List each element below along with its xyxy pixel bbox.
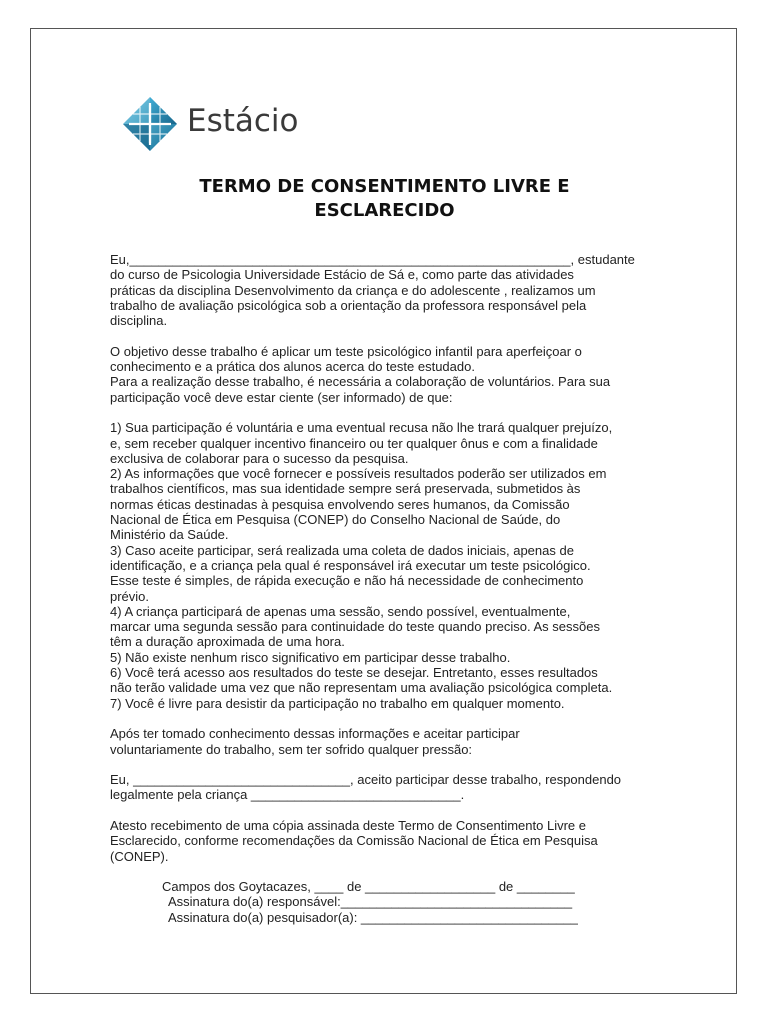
text-line: conhecimento e a prática dos alunos acerca do teste estudado. — [110, 359, 475, 375]
text-line: O objetivo desse trabalho é aplicar um teste psicológico infantil para aperfeiçoar o — [110, 343, 582, 359]
text-line: 7) Você é livre para desistir da participação no trabalho em qualquer momento. — [110, 695, 565, 711]
text-line: Para a realização desse trabalho, é necessária a colaboração de voluntários. Para sua — [110, 374, 611, 390]
text-line: Após ter tomado conhecimento dessas informações e aceitar participar — [110, 726, 520, 742]
text-line: Esclarecido, conforme recomendações da Comissão Nacional de Ética em Pesquisa — [110, 833, 598, 849]
text-line: Esse teste é simples, de rápida execução e não há necessidade de conhecimento — [110, 573, 584, 589]
title-line-1: TERMO DE CONSENTIMENTO LIVRE E — [199, 176, 570, 197]
estacio-logo — [121, 95, 341, 151]
text-line: exclusiva de colaborar para o sucesso da pesquisa. — [110, 450, 409, 466]
text-line: 2) As informações que você fornecer e possíveis resultados poderão ser utilizados em — [110, 466, 607, 482]
text-line: e, sem receber qualquer incentivo financeiro ou ter qualquer ônus e com a finalidade — [110, 435, 598, 451]
text-line: normas éticas destinadas à pesquisa envolvendo seres humanos, da Comissão — [110, 496, 570, 512]
text-line: identificação, e a criança pela qual é responsável irá executar um teste psicológico. — [110, 557, 591, 573]
receipt-paragraph — [110, 818, 666, 864]
signature-block — [110, 879, 666, 925]
place-date-line: Campos dos Goytacazes, ____ de __________________ de ________ — [162, 879, 575, 895]
text-line: do curso de Psicologia Universidade Estácio de Sá e, como parte das atividades — [110, 267, 574, 283]
text-line: Eu, ______________________________, aceito participar desse trabalho, respondendo — [110, 772, 622, 788]
text-line: marcar uma segunda sessão para continuidade do teste quando preciso. As sessões — [110, 619, 600, 635]
text-line: têm a duração aproximada de uma hora. — [110, 634, 345, 650]
text-line: disciplina. — [110, 313, 168, 329]
conditions-list — [110, 420, 666, 711]
text-line: trabalhos científicos, mas sua identidade sempre será preservada, submetidos às — [110, 481, 581, 497]
logo-text: Estácio — [187, 103, 299, 139]
text-line: 3) Caso aceite participar, será realizada uma coleta de dados iniciais, apenas de — [110, 542, 574, 558]
text-line: trabalho de avaliação psicológica sob a orientação da professora responsável pela — [110, 297, 587, 313]
text-line: Atesto recebimento de uma cópia assinada deste Termo de Consentimento Livre e — [110, 817, 586, 833]
text-line: (CONEP). — [110, 848, 169, 864]
text-line: prévio. — [110, 588, 150, 604]
responsible-signature-line: Assinatura do(a) responsável:________________________________ — [168, 894, 573, 910]
estacio-diamond-logo-icon — [121, 95, 179, 153]
researcher-signature-line: Assinatura do(a) pesquisador(a): ______________________________ — [168, 909, 578, 925]
text-line: não terão validade uma vez que não representam uma avaliação psicológica completa. — [110, 680, 613, 696]
text-line: práticas da disciplina Desenvolvimento da criança e do adolescente , realizamos um — [110, 282, 596, 298]
objective-paragraph — [110, 344, 666, 405]
text-line: legalmente pela criança _____________________________. — [110, 787, 465, 803]
title-line-2: ESCLARECIDO — [314, 200, 455, 221]
text-line: 6) Você terá acesso aos resultados do teste se desejar. Entretanto, esses resultados — [110, 665, 598, 681]
document-title — [91, 175, 678, 223]
document-page — [30, 28, 737, 994]
consent-paragraph — [110, 772, 666, 803]
intro-paragraph — [110, 252, 666, 328]
text-line: 4) A criança participará de apenas uma sessão, sendo possível, eventualmente, — [110, 603, 571, 619]
text-line: Nacional de Ética em Pesquisa (CONEP) do Conselho Nacional de Saúde, do — [110, 512, 561, 528]
document-body — [110, 252, 666, 925]
text-line: participação você deve estar ciente (ser informado) de que: — [110, 389, 453, 405]
text-line: voluntariamente do trabalho, sem ter sofrido qualquer pressão: — [110, 741, 473, 757]
text-line: 1) Sua participação é voluntária e uma eventual recusa não lhe trará qualquer prejuízo, — [110, 420, 613, 436]
text-line: 5) Não existe nenhum risco significativo em participar desse trabalho. — [110, 649, 511, 665]
text-line: Eu,_____________________________________________________________, estudante — [110, 252, 635, 267]
acceptance-paragraph — [110, 726, 666, 757]
text-line: Ministério da Saúde. — [110, 527, 229, 543]
